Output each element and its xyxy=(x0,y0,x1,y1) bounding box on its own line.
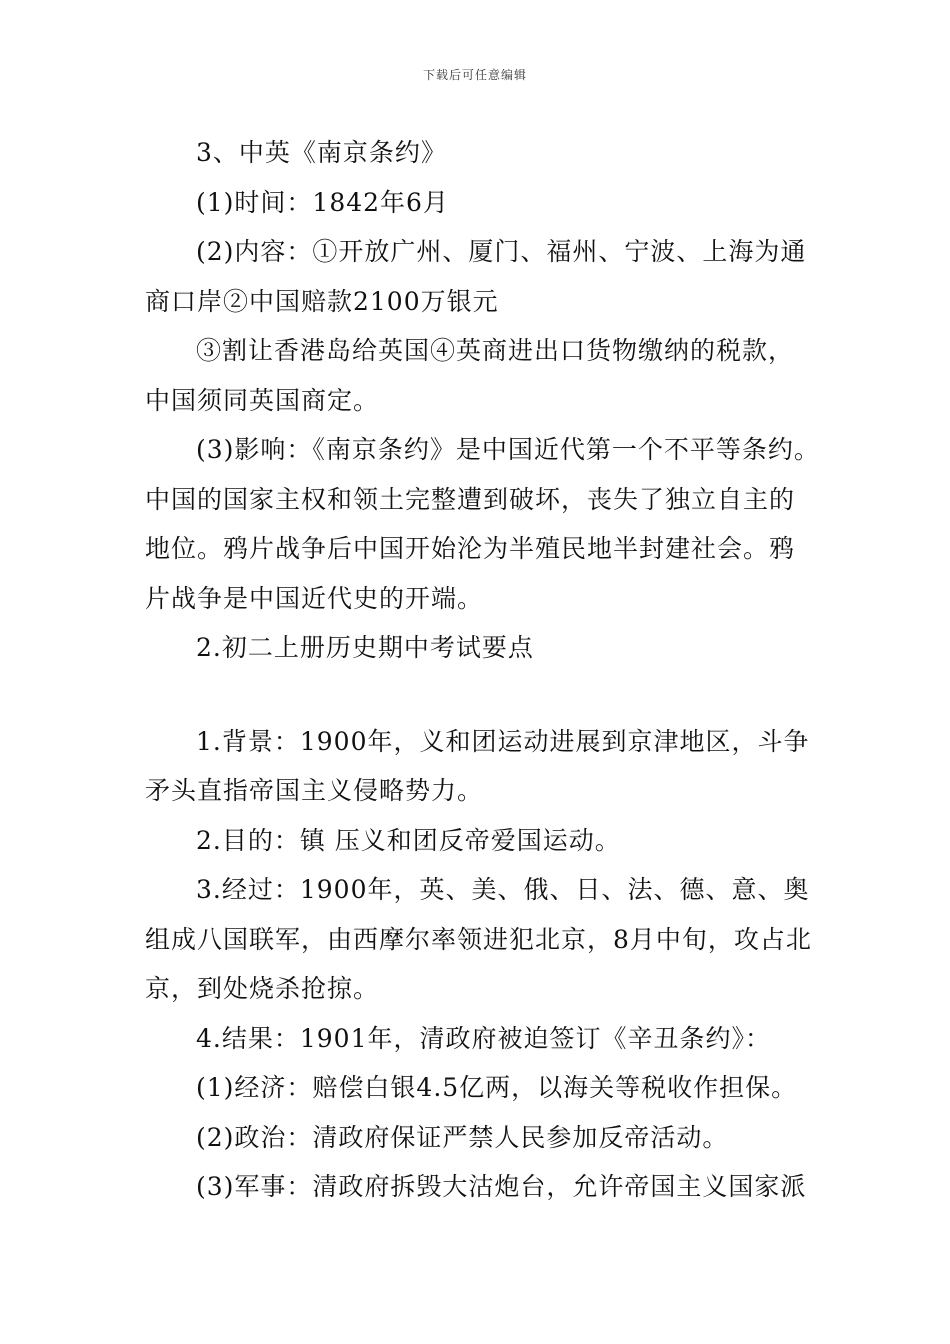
paragraph-line: 中国须同英国商定。 xyxy=(145,385,380,415)
paragraph-line: (3)军事：清政府拆毁大沽炮台，允许帝国主义国家派 xyxy=(196,1172,807,1201)
paragraph-line: 4.结果：1901年，清政府被迫签订《辛丑条约》： xyxy=(196,1023,771,1053)
paragraph-line: 商口岸②中国赔款2100万银元 xyxy=(145,286,499,316)
section-heading: 2.初二上册历史期中考试要点 xyxy=(196,633,534,662)
section-heading: 3、中英《南京条约》 xyxy=(196,138,447,167)
paragraph-line: 3.经过：1900年，英、美、俄、日、法、德、意、奥 xyxy=(196,875,810,904)
paragraph-line: (1)经济：赔偿白银4.5亿两，以海关等税收作担保。 xyxy=(196,1073,798,1102)
paragraph-line: 组成八国联军，由西摩尔率领进犯北京，8月中旬，攻占北 xyxy=(145,924,812,954)
paragraph-line: 片战争是中国近代史的开端。 xyxy=(145,583,484,613)
paragraph-line: 中国的国家主权和领土完整遭到破坏，丧失了独立自主的 xyxy=(145,484,796,514)
paragraph-line: 京，到处烧杀抢掠。 xyxy=(145,974,380,1003)
paragraph-line: 地位。鸦片战争后中国开始沦为半殖民地半封建社会。鸦 xyxy=(145,534,796,563)
document-body xyxy=(145,128,820,1212)
paragraph-line: (1)时间：1842年6月 xyxy=(196,187,449,217)
paragraph-line: (3)影响：《南京条约》是中国近代第一个不平等条约。 xyxy=(196,435,820,464)
paragraph-line: 矛头直指帝国主义侵略势力。 xyxy=(145,776,484,805)
blank-gap xyxy=(145,673,815,717)
paragraph-line: (2)内容：①开放广州、厦门、福州、宁波、上海为通 xyxy=(196,237,807,266)
page-header: 下载后可任意编辑 xyxy=(422,68,527,82)
paragraph-line: 2.目的：镇 压义和团反帝爱国运动。 xyxy=(196,825,621,855)
paragraph-line: (2)政治：清政府保证严禁人民参加反帝活动。 xyxy=(196,1122,729,1152)
paragraph-line: ③割让香港岛给英国④英商进出口货物缴纳的税款， xyxy=(196,336,795,365)
paragraph-line: 1.背景：1900年，义和团运动进展到京津地区，斗争 xyxy=(196,726,810,756)
